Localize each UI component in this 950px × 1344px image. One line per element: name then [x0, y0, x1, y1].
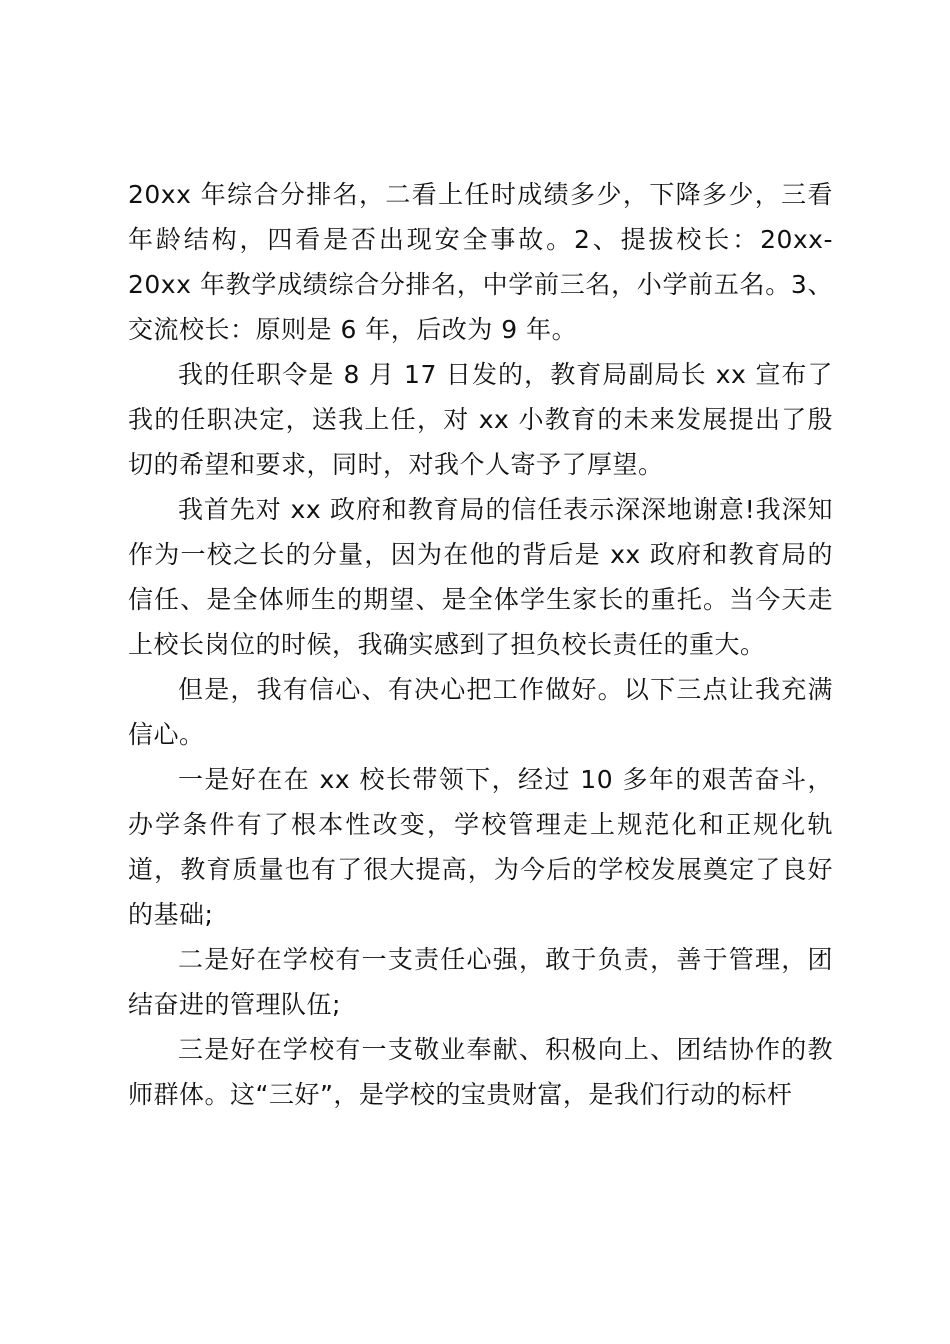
paragraph-gratitude: 我首先对 xx 政府和教育局的信任表示深深地谢意!我深知作为一校之长的分量，因为在他的背后是 xx 政府和教育局的信任、是全体师生的期望、是全体学生家长的重托。当今天走上校长岗位的时候，我确实感到了担负校长责任的重大。: [128, 495, 833, 659]
paragraph-point-two: 二是好在学校有一支责任心强，敢于负责，善于管理，团结奋进的管理队伍;: [128, 945, 833, 1019]
paragraph-confidence: 但是，我有信心、有决心把工作做好。以下三点让我充满信心。: [128, 675, 833, 749]
paragraph-point-three: 三是好在学校有一支敬业奉献、积极向上、团结协作的教师群体。这“三好”，是学校的宝贵财富，是我们行动的标杆: [128, 1035, 833, 1109]
paragraph-point-one: 一是好在在 xx 校长带领下，经过 10 多年的艰苦奋斗，办学条件有了根本性改变，学校管理走上规范化和正规化轨道，教育质量也有了很大提高，为今后的学校发展奠定了良好的基础;: [128, 765, 833, 929]
body-text: [128, 172, 833, 1117]
paragraph-appointment: 我的任职令是 8 月 17 日发的，教育局副局长 xx 宣布了我的任职决定，送我上任，对 xx 小教育的未来发展提出了殷切的希望和要求，同时，对我个人寄予了厚望。: [128, 360, 833, 479]
paragraph-continued: 20xx 年综合分排名，二看上任时成绩多少，下降多少，三看年龄结构，四看是否出现安全事故。2、提拔校长：20xx-20xx 年教学成绩综合分排名，中学前三名，小学前五名。3、交流校长：原则是 6 年，后改为 9 年。: [128, 180, 833, 344]
